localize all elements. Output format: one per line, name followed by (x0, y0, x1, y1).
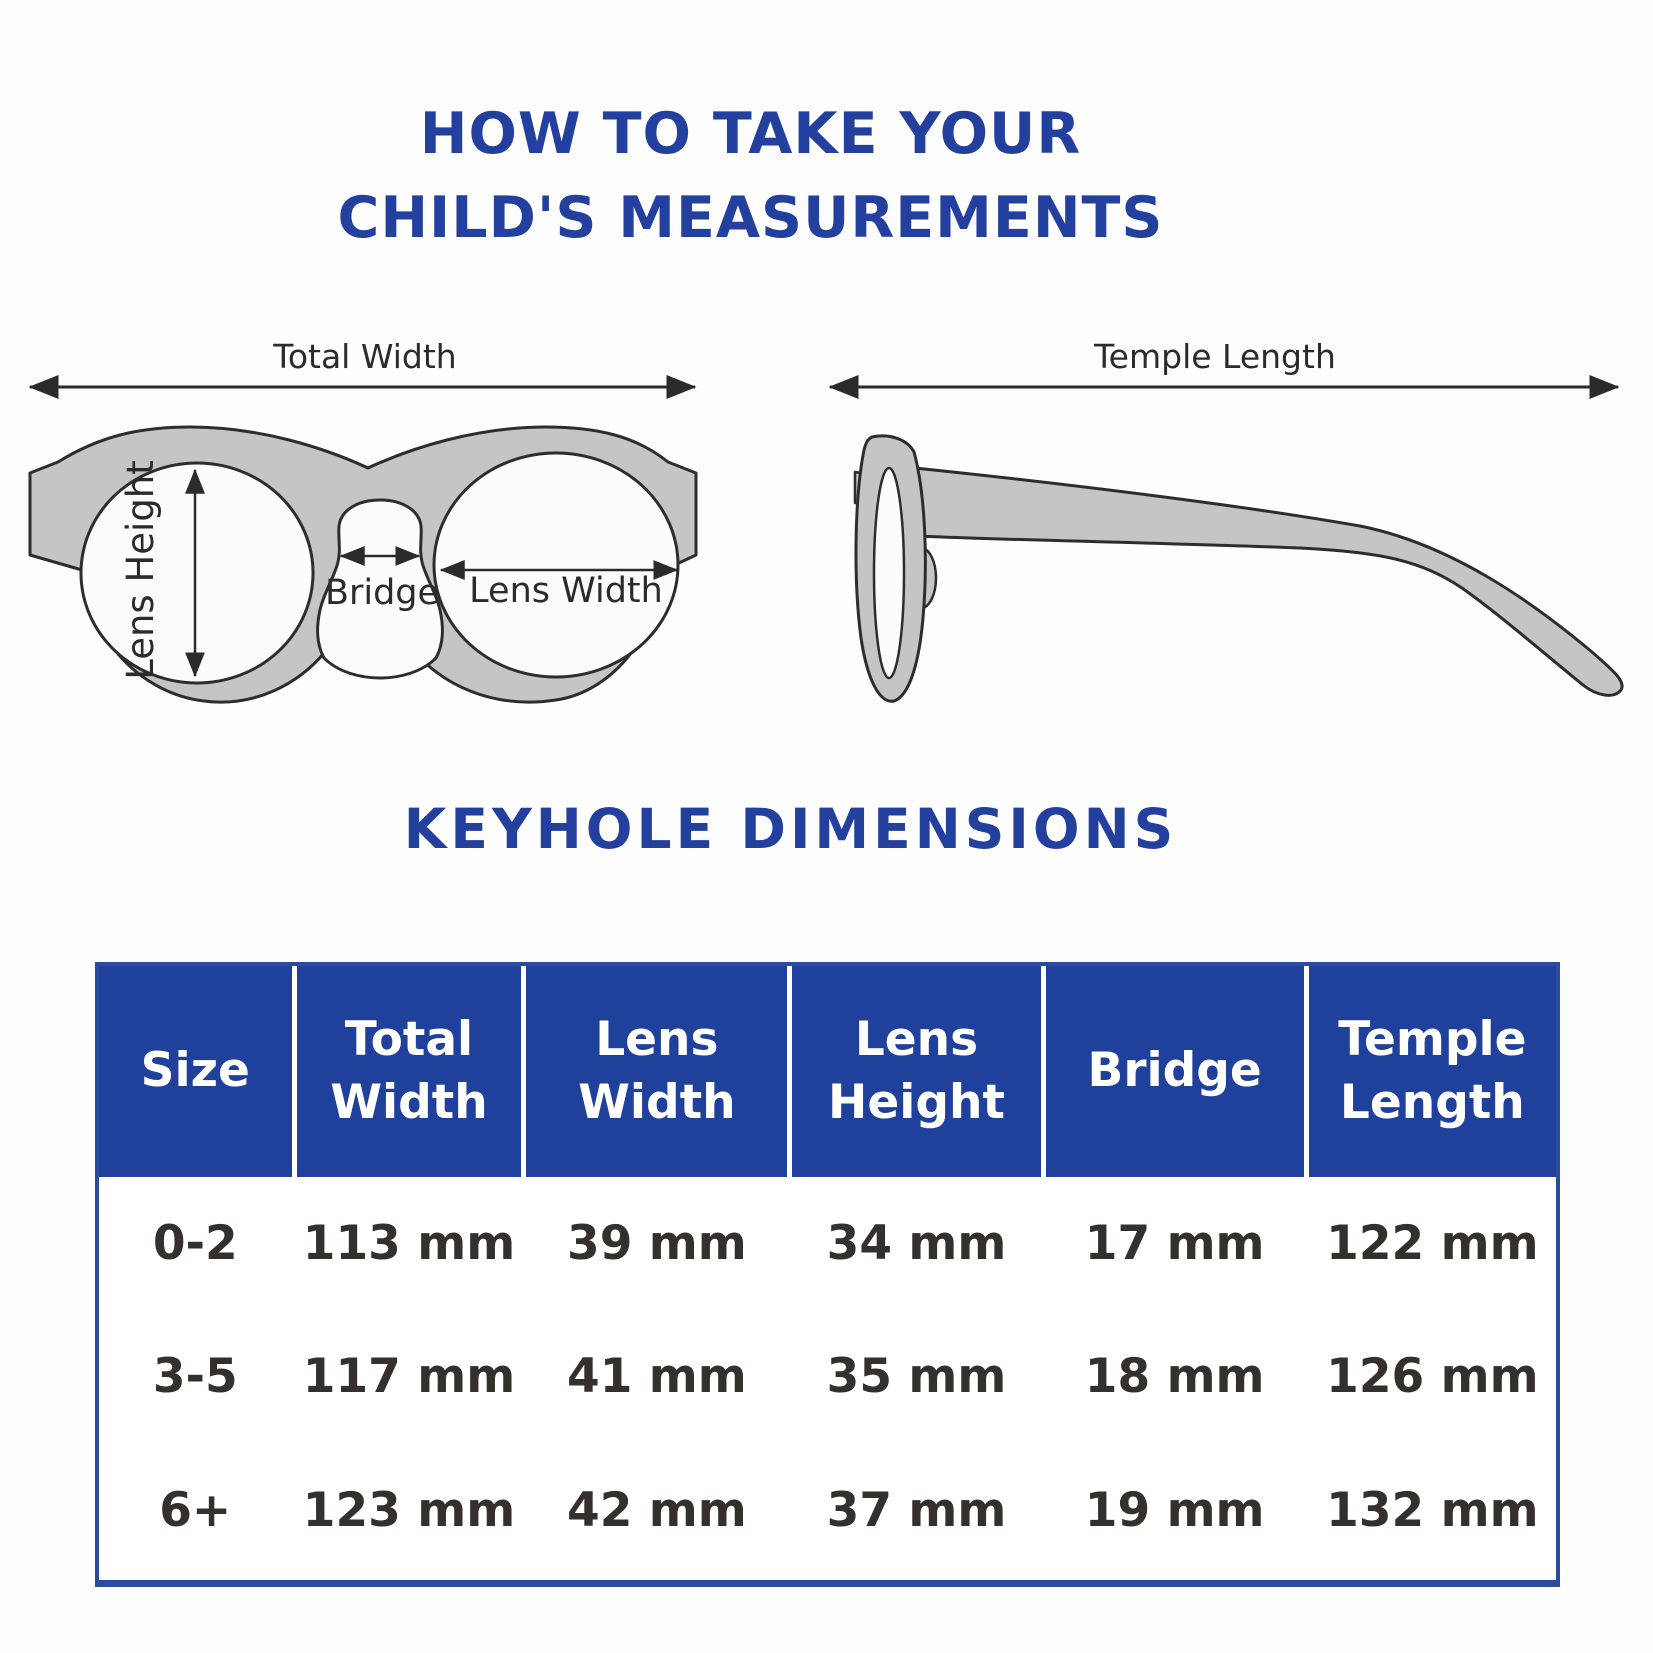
bridge-label: Bridge (324, 573, 440, 613)
cell-size: 0-2 (99, 1177, 292, 1310)
col-header-total-width: Total Width (297, 966, 522, 1177)
cell-bridge: 17 mm (1046, 1177, 1304, 1310)
col-header-temple-length: Temple Length (1309, 966, 1556, 1177)
col-header-lens-width: Lens Width (526, 966, 787, 1177)
lens-height-label: Lens Height (119, 460, 162, 680)
cell-total-width: 113 mm (297, 1177, 522, 1310)
cell-temple-length: 126 mm (1309, 1310, 1556, 1443)
cell-lens-height: 34 mm (792, 1177, 1040, 1310)
lens-width-label: Lens Width (469, 571, 663, 611)
total-width-label: Total Width (273, 337, 457, 376)
col-header-lens-height: Lens Height (792, 966, 1040, 1177)
side-lens (874, 468, 904, 678)
cell-total-width: 123 mm (297, 1443, 522, 1577)
cell-temple-length: 122 mm (1309, 1177, 1556, 1310)
col-header-bridge: Bridge (1046, 966, 1304, 1177)
glasses-front-view (30, 337, 696, 702)
cell-size: 3-5 (99, 1310, 292, 1443)
cell-size: 6+ (99, 1443, 292, 1577)
title-line1: HOW TO TAKE YOUR (419, 101, 1082, 167)
title-line2: CHILD'S MEASUREMENTS (337, 185, 1164, 251)
cell-lens-width: 41 mm (526, 1310, 787, 1443)
glasses-measurement-diagram (0, 0, 1653, 780)
section-heading: KEYHOLE DIMENSIONS (403, 797, 1178, 861)
left-lens (81, 463, 313, 683)
cell-lens-width: 42 mm (526, 1443, 787, 1577)
cell-bridge: 19 mm (1046, 1443, 1304, 1577)
cell-lens-width: 39 mm (526, 1177, 787, 1310)
cell-bridge: 18 mm (1046, 1310, 1304, 1443)
col-header-size: Size (99, 966, 292, 1177)
cell-total-width: 117 mm (297, 1310, 522, 1443)
cell-temple-length: 132 mm (1309, 1443, 1556, 1577)
glasses-side-view (830, 337, 1622, 701)
temple-length-label: Temple Length (1094, 337, 1336, 376)
temple-arm (905, 467, 1622, 695)
right-lens (434, 453, 678, 677)
cell-lens-height: 37 mm (792, 1443, 1040, 1577)
size-table (95, 962, 1560, 1587)
cell-lens-height: 35 mm (792, 1310, 1040, 1443)
